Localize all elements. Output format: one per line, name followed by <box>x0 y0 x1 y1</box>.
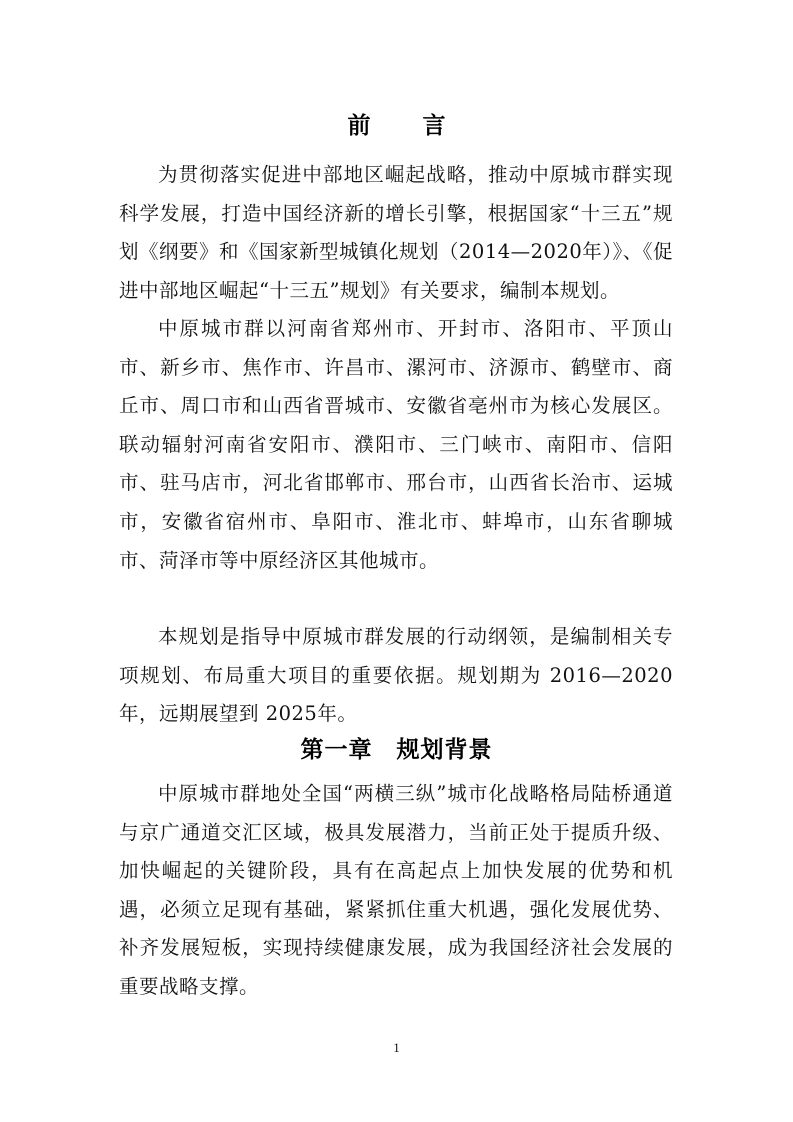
preface-paragraph-purpose: 为贯彻落实促进中部地区崛起战略，推动中原城市群实现科学发展，打造中国经济新的增长引擎，根据国家“十三五”规划《纲要》和《国家新型城镇化规划（2014—2020年）》、《促进中部地区崛起“十三五”规划》有关要求，编制本规划。 <box>119 163 674 302</box>
preface-paragraph-scope: 中原城市群以河南省郑州市、开封市、洛阳市、平顶山市、新乡市、焦作市、许昌市、漯河市、济源市、鹤壁市、商丘市、周口市和山西省晋城市、安徽省亳州市为核心发展区。联动辐射河南省安阳市、濮阳市、三门峡市、南阳市、信阳市、驻马店市，河北省邯郸市、邢台市，山西省长治市、运城市，安徽省宿州市、阜阳市、淮北市、蚌埠市，山东省聊城市、菏泽市等中原经济区其他城市。 <box>119 317 673 572</box>
page-number: 1 <box>393 1040 400 1055</box>
chapter-title: 第一章 规划背景 <box>300 737 493 763</box>
preface-paragraph-period: 本规划是指导中原城市群发展的行动纲领，是编制相关专项规划、布局重大项目的重要依据。规划期为 2016—2020 年，远期展望到 2025年。 <box>119 625 673 726</box>
preface-title: 前 言 <box>347 113 468 139</box>
chapter-paragraph-background: 中原城市群地处全国“两横三纵”城市化战略格局陆桥通道与京广通道交汇区域，极具发展潜力，当前正处于提质升级、加快崛起的关键阶段，具有在高起点上加快发展的优势和机遇，必须立足现有基础，紧紧抓住重大机遇，强化发展优势、补齐发展短板，实现持续健康发展，成为我国经济社会发展的重要战略支撑。 <box>119 782 673 998</box>
